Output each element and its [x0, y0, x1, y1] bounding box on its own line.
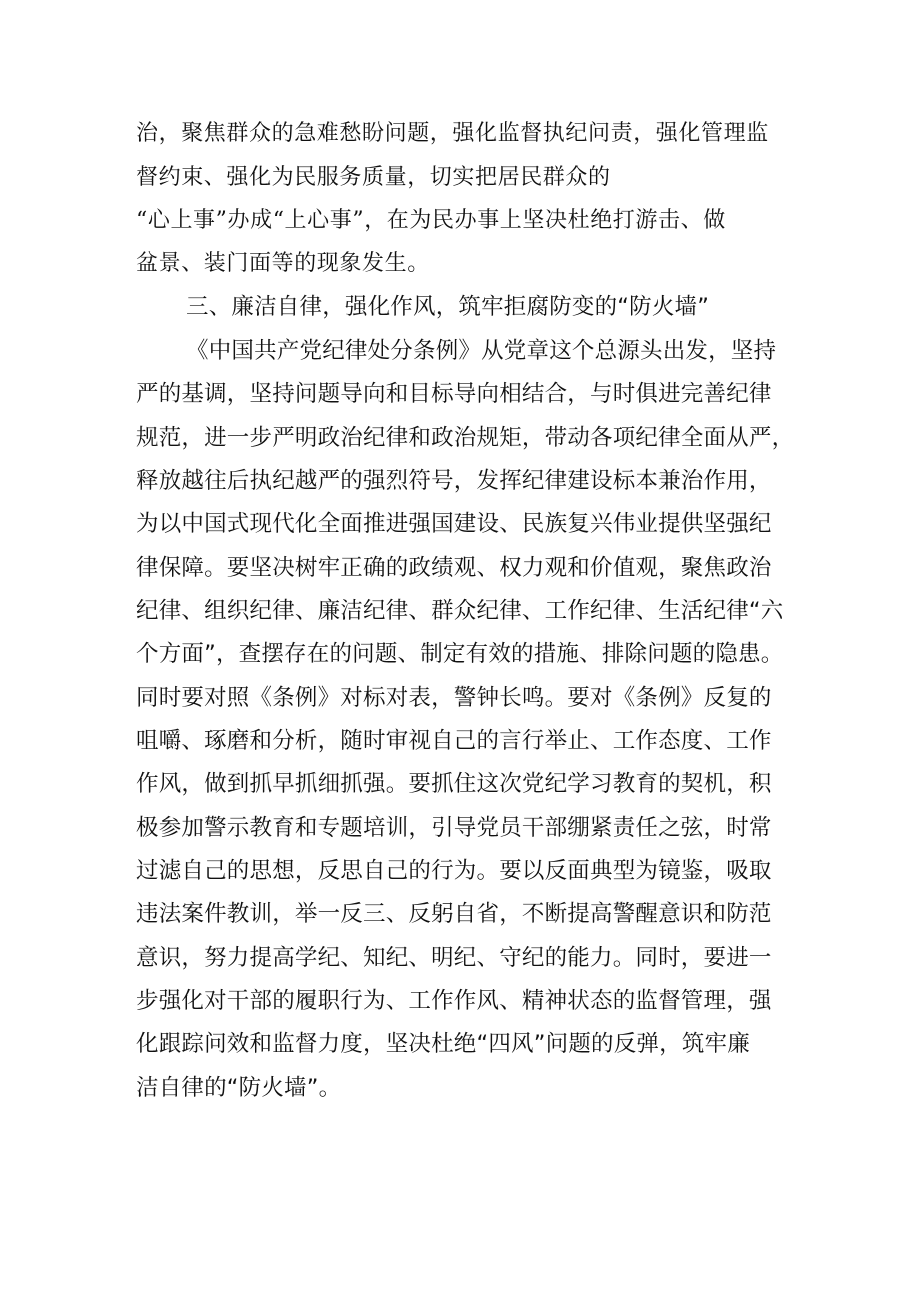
paragraph-line: 咀嚼、琢磨和分析，随时审视自己的言行举止、工作态度、工作 — [136, 728, 772, 754]
paragraph-line: 督约束、强化为民服务质量，切实把居民群众的 — [136, 165, 611, 190]
paragraph-line: 步强化对干部的履职行为、工作作风、精神状态的监督管理，强 — [136, 988, 772, 1014]
paragraph-line: 洁自律的“防火墙”。 — [136, 1075, 342, 1101]
paragraph-line: 释放越往后执纪越严的强烈符号，发挥纪律建设标本兼治作用， — [136, 468, 772, 494]
paragraph-line: 治，聚焦群众的急难愁盼问题，强化监督执纪问责，强化管理监 — [136, 121, 769, 146]
paragraph-line: 违法案件教训，举一反三、反躬自省，不断提高警醒意识和防范 — [136, 901, 772, 927]
paragraph-line: 同时要对照《条例》对标对表，警钟长鸣。要对《条例》反复的 — [136, 685, 772, 711]
paragraph-line: 作风，做到抓早抓细抓强。要抓住这次党纪学习教育的契机，积 — [136, 771, 772, 797]
paragraph-line: 规范，进一步严明政治纪律和政治规矩，带动各项纪律全面从严， — [136, 425, 795, 451]
paragraph-line: 为以中国式现代化全面推进强国建设、民族复兴伟业提供坚强纪 — [136, 511, 772, 537]
paragraph-line: “心上事”办成“上心事”，在为民办事上坚决杜绝打游击、做 — [136, 208, 726, 233]
paragraph-line: 意识，努力提高学纪、知纪、明纪、守纪的能力。同时，要进一 — [136, 945, 772, 971]
paragraph-line: 纪律、组织纪律、廉洁纪律、群众纪律、工作纪律、生活纪律“六 — [136, 598, 784, 624]
paragraph-line: 化跟踪问效和监督力度，坚决杜绝“四风”问题的反弹，筑牢廉 — [136, 1031, 750, 1057]
paragraph-line: 盆景、装门面等的现象发生。 — [136, 251, 430, 276]
paragraph-line: 个方面”，查摆存在的问题、制定有效的措施、排除问题的隐患。 — [136, 641, 784, 667]
paragraph-line: 过滤自己的思想，反思自己的行为。要以反面典型为镜鉴，吸取 — [136, 858, 772, 884]
paragraph-line: 律保障。要坚决树牢正确的政绩观、权力观和价值观，聚焦政治 — [136, 555, 772, 581]
paragraph-line: 《中国共产党纪律处分条例》从党章这个总源头出发，坚持 — [186, 338, 777, 364]
paragraph-line: 严的基调，坚持问题导向和目标导向相结合，与时俱进完善纪律 — [136, 381, 772, 407]
paragraph-line: 极参加警示教育和专题培训，引导党员干部绷紧责任之弦，时常 — [136, 815, 772, 841]
section-heading: 三、廉洁自律，强化作风，筑牢拒腐防变的“防火墙” — [186, 294, 710, 320]
